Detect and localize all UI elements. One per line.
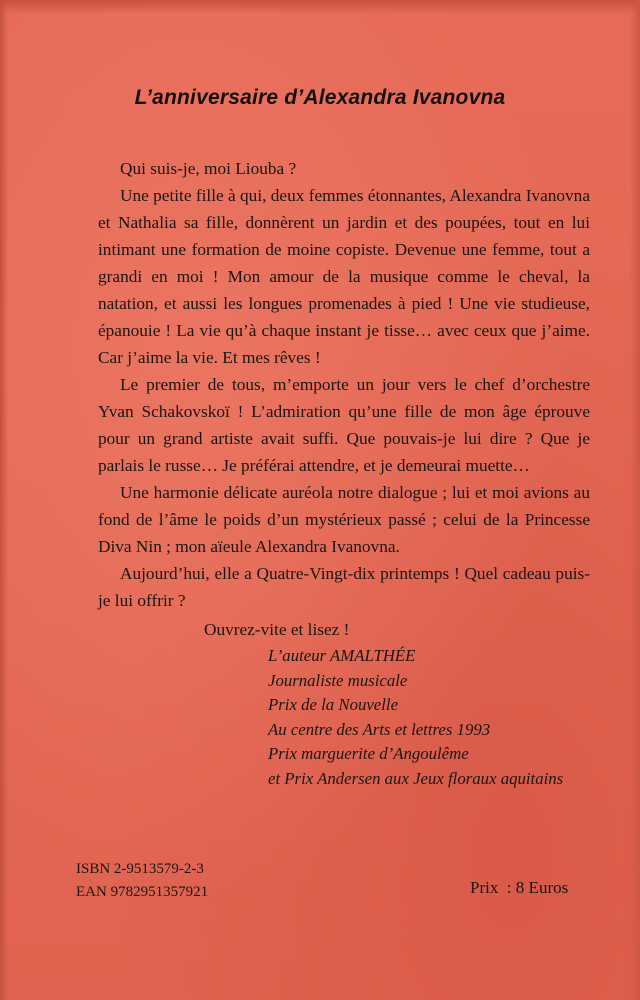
synopsis-paragraph: Le premier de tous, m’emporte un jour vers le chef d’orchestre Yvan Schakovskoï ! L’admiration qu’une fille de mon âge éprouve pour un grand artiste avait suffi. Que pouvais-je lui dire ? Que je parlais le russe… Je préférai attendre, et je demeurai muette… [98, 375, 590, 475]
synopsis-closing-line: Ouvrez-vite et lisez ! [204, 620, 350, 639]
author-bio-line: et Prix Andersen aux Jeux floraux aquitains [268, 768, 564, 788]
isbn-block [76, 858, 208, 904]
cover-top-edge-shadow [0, 0, 640, 14]
author-bio-line: Prix de la Nouvelle [268, 695, 399, 714]
book-title: L’anniversaire d’Alexandra Ivanovna [134, 86, 506, 109]
author-bio [268, 644, 628, 791]
price-label: Prix : 8 Euros [470, 878, 569, 897]
cover-right-edge-shadow [630, 0, 640, 1000]
synopsis-paragraph: Une petite fille à qui, deux femmes étonnantes, Alexandra Ivanovna et Nathalia sa fille, donnèrent un jardin et des poupées, tout en lui intimant une formation de moine copiste. Devenue une femme, tout a grandi en moi ! Mon amour de la musique comme le cheval, la natation, et aussi les longues promenades à pied ! Une vie studieuse, épanouie ! La vie qu’à chaque instant je tisse… avec ceux que j’aime. Car j’aime la vie. Et mes rêves ! [98, 186, 590, 367]
synopsis-paragraph: Aujourd’hui, elle a Quatre-Vingt-dix printemps ! Quel cadeau puis-je lui offrir ? [98, 564, 590, 610]
synopsis-paragraph: Qui suis-je, moi Liouba ? [120, 159, 297, 178]
author-bio-line: L’auteur AMALTHÉE [268, 646, 416, 665]
ean-number: EAN 9782951357921 [76, 884, 209, 900]
synopsis-paragraph: Une harmonie délicate auréola notre dialogue ; lui et moi avions au fond de l’âme le poids d’un mystérieux passé ; celui de la Princesse Diva Nin ; mon aïeule Alexandra Ivanovna. [98, 483, 590, 556]
synopsis [98, 155, 590, 643]
author-bio-line: Au centre des Arts et lettres 1993 [268, 719, 491, 739]
cover-left-edge-shadow [0, 0, 8, 1000]
isbn-number: ISBN 2-9513579-2-3 [76, 861, 204, 877]
author-bio-line: Journaliste musicale [268, 670, 408, 690]
author-bio-line: Prix marguerite d’Angoulême [268, 744, 469, 763]
